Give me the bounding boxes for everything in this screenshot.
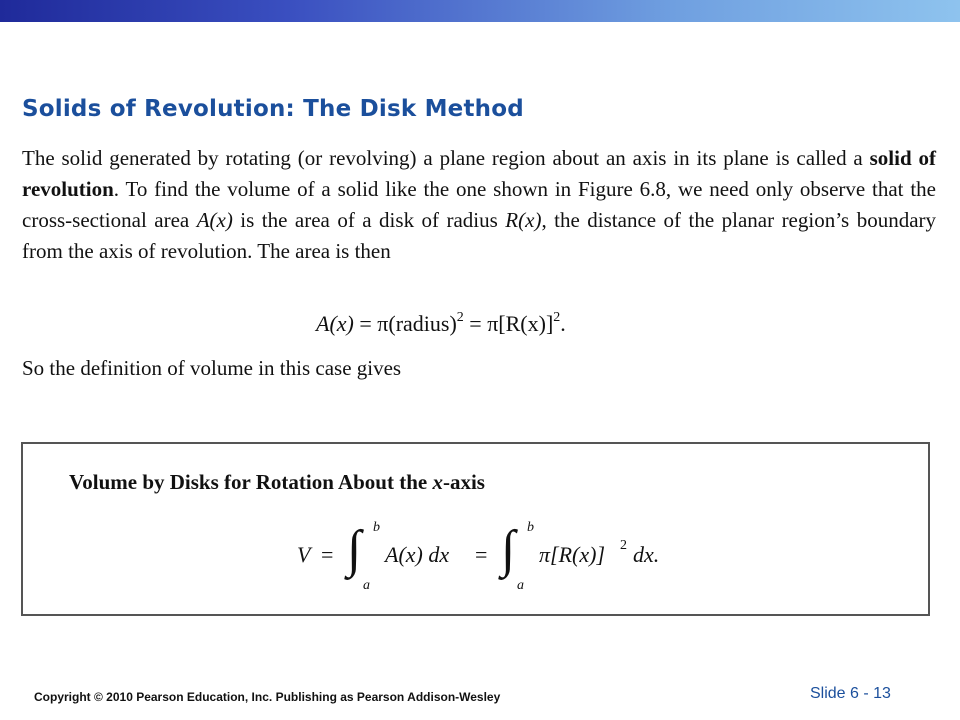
def-title-end: -axis xyxy=(442,470,485,494)
integral-upper-limit-1: b xyxy=(373,520,380,535)
formula-integrand-1: A(x) dx xyxy=(385,542,450,567)
volume-intro-paragraph: So the definition of volume in this case gives xyxy=(22,356,402,380)
eq-part-2: = π[R(x)] xyxy=(463,311,554,336)
formula-equals-2: = xyxy=(475,542,488,567)
slide-number-value: 6 - 13 xyxy=(850,685,891,702)
def-title-start: Volume by Disks for Rotation About the xyxy=(69,470,433,494)
math-Rx: R(x) xyxy=(505,208,542,232)
definition-box xyxy=(21,442,930,616)
formula-V: V xyxy=(297,542,311,567)
slide-number xyxy=(810,685,891,703)
integral-upper-limit-2: b xyxy=(527,520,534,535)
formula-integrand-2: π[R(x)] xyxy=(539,542,605,567)
eq-part-1: = π(radius) xyxy=(353,311,457,336)
para-text-3: is the area of a disk of radius xyxy=(232,208,506,232)
def-title-var: x xyxy=(432,470,443,494)
area-equation xyxy=(316,310,566,337)
term-solid-of-revolution: solid of revolution xyxy=(22,146,937,201)
para-text-4: , the distance of the planar region’s boundary from the axis of revolution. The area is then xyxy=(22,208,937,263)
eq-lhs: A(x) xyxy=(316,311,354,336)
integral-sign-1: ∫ xyxy=(347,521,362,578)
formula-square: 2 xyxy=(620,538,627,553)
integral-lower-limit-2: a xyxy=(517,578,524,593)
eq-period: . xyxy=(560,311,566,336)
integral-lower-limit-1: a xyxy=(363,578,370,593)
eq-square-1: 2 xyxy=(456,310,464,325)
formula-dx: dx. xyxy=(633,542,660,567)
slide-title: Solids of Revolution: The Disk Method xyxy=(22,96,524,122)
para-text-2: . To find the volume of a solid like the one shown in Figure 6.8, we need only observe that the cross-sectional area xyxy=(22,177,936,232)
top-gradient-bar xyxy=(0,0,960,22)
volume-formula xyxy=(297,520,697,600)
definition-title xyxy=(69,470,485,495)
integral-sign-2: ∫ xyxy=(501,521,516,578)
para-text-1: The solid generated by rotating (or revolving) a plane region about an axis in its plane is called a xyxy=(22,146,870,170)
copyright-footer: Copyright © 2010 Pearson Education, Inc. Publishing as Pearson Addison-Wesley xyxy=(34,690,501,704)
formula-equals-1: = xyxy=(321,542,334,567)
intro-paragraph xyxy=(22,143,936,267)
eq-square-2: 2 xyxy=(553,310,561,325)
math-Ax: A(x) xyxy=(196,208,233,232)
slide-label: Slide xyxy=(810,685,846,702)
